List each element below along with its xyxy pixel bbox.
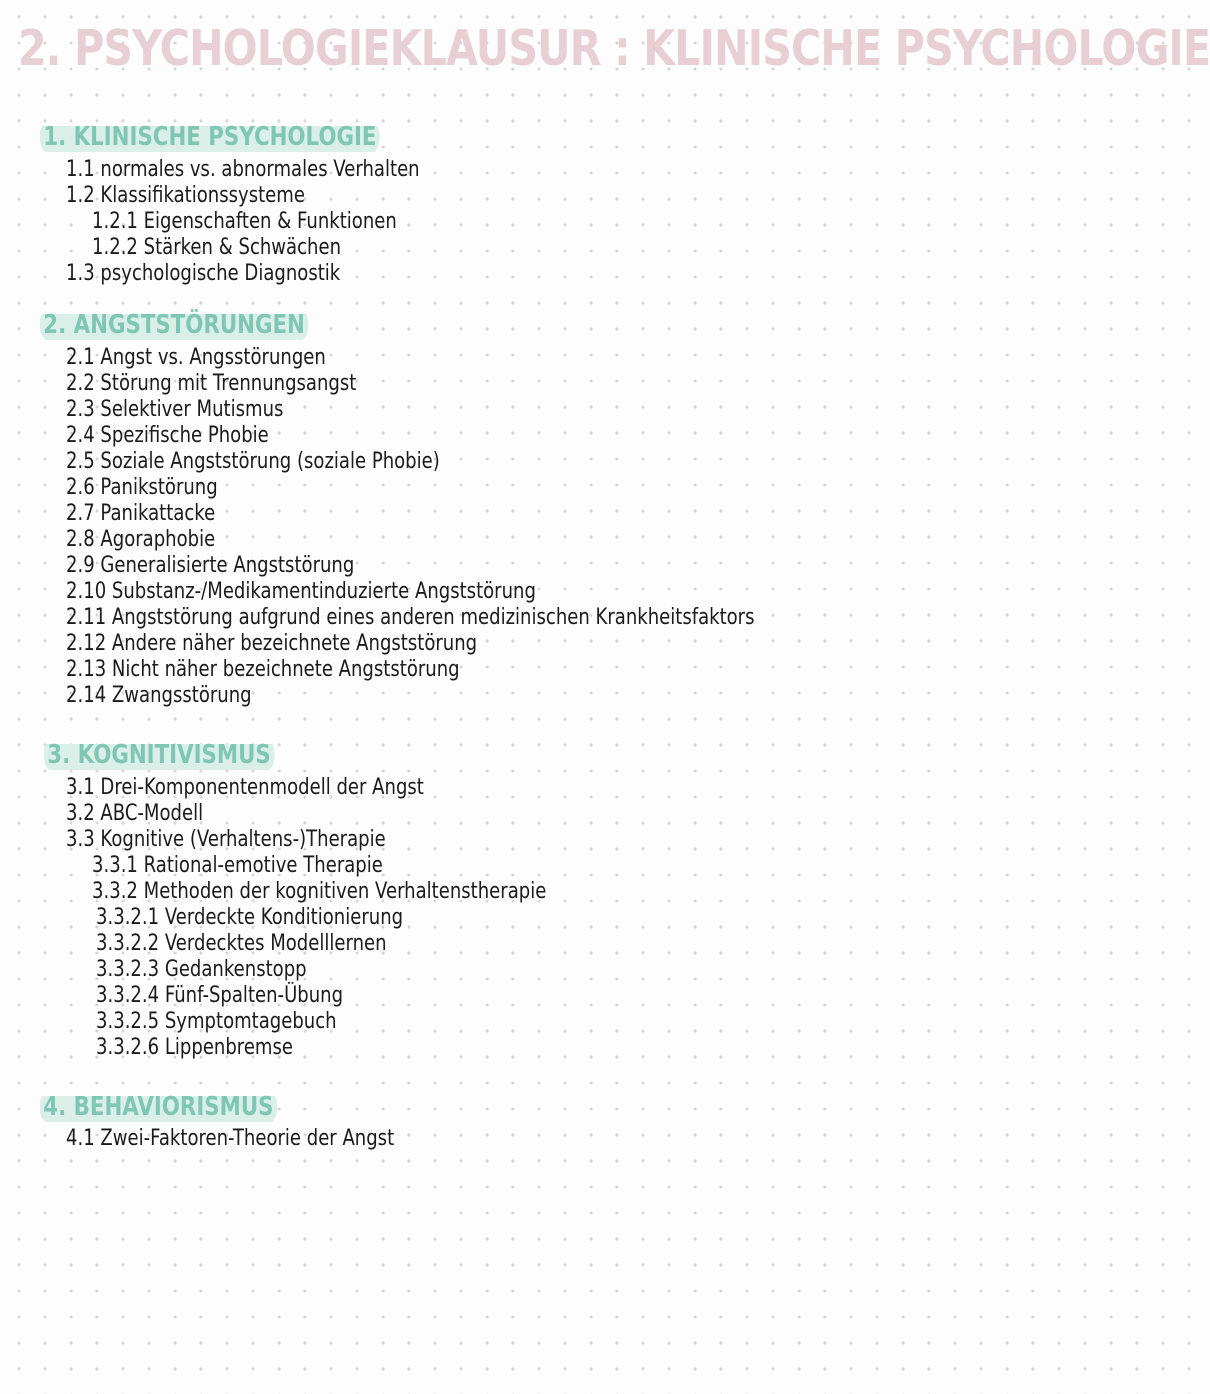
outline-item-1-2-1: 1.2.1 Eigenschaften & Funktionen	[92, 209, 397, 234]
outline-item-3-3-1: 3.3.1 Rational-emotive Therapie	[92, 853, 383, 878]
outline-item-3-3: 3.3 Kognitive (Verhaltens-)Therapie	[66, 827, 386, 852]
outline-item-3-3-2: 3.3.2 Methoden der kognitiven Verhaltenstherapie	[92, 879, 547, 904]
outline-item-2-6: 2.6 Panikstörung	[66, 475, 218, 500]
outline-item-2-2: 2.2 Störung mit Trennungsangst	[66, 371, 357, 396]
section-heading-behaviorismus: 4. BEHAVIORISMUS	[40, 1090, 277, 1124]
outline-item-2-12: 2.12 Andere näher bezeichnete Angststörung	[66, 631, 478, 656]
outline-item-2-11: 2.11 Angststörung aufgrund eines anderen medizinischen Krankheitsfaktors	[66, 605, 755, 630]
section-heading-angststoerungen: 2. ANGSTSTÖRUNGEN	[40, 308, 308, 342]
outline-item-3-3-2-1: 3.3.2.1 Verdeckte Konditionierung	[96, 905, 404, 930]
section-heading-kognitivismus: 3. KOGNITIVISMUS	[44, 738, 274, 772]
outline-item-3-3-2-6: 3.3.2.6 Lippenbremse	[96, 1035, 293, 1060]
outline-item-2-4: 2.4 Spezifische Phobie	[66, 423, 269, 448]
outline-item-2-8: 2.8 Agoraphobie	[66, 527, 216, 552]
outline-item-3-1: 3.1 Drei-Komponentenmodell der Angst	[66, 775, 424, 800]
outline-item-2-1: 2.1 Angst vs. Angsstörungen	[66, 345, 326, 370]
outline-item-3-3-2-3: 3.3.2.3 Gedankenstopp	[96, 957, 307, 982]
outline-item-2-10: 2.10 Substanz-/Medikamentinduzierte Angststörung	[66, 579, 536, 604]
outline-item-2-9: 2.9 Generalisierte Angststörung	[66, 553, 355, 578]
page-title: 2. PSYCHOLOGIEKLAUSUR : KLINISCHE PSYCHOLOGIE	[18, 20, 1210, 77]
outline-item-3-3-2-2: 3.3.2.2 Verdecktes Modelllernen	[96, 931, 387, 956]
outline-item-1-3: 1.3 psychologische Diagnostik	[66, 261, 341, 286]
outline-item-2-14: 2.14 Zwangsstörung	[66, 683, 252, 708]
outline-item-1-2: 1.2 Klassifikationssysteme	[66, 183, 305, 208]
outline-item-3-2: 3.2 ABC-Modell	[66, 801, 204, 826]
outline-item-2-5: 2.5 Soziale Angststörung (soziale Phobie)	[66, 449, 440, 474]
outline-item-2-13: 2.13 Nicht näher bezeichnete Angststörung	[66, 657, 460, 682]
outline-item-2-7: 2.7 Panikattacke	[66, 501, 216, 526]
outline-item-3-3-2-5: 3.3.2.5 Symptomtagebuch	[96, 1009, 337, 1034]
section-heading-klinische-psychologie: 1. KLINISCHE PSYCHOLOGIE	[40, 120, 380, 154]
outline-item-1-1: 1.1 normales vs. abnormales Verhalten	[66, 157, 420, 182]
outline-item-2-3: 2.3 Selektiver Mutismus	[66, 397, 284, 422]
outline-item-4-1: 4.1 Zwei-Faktoren-Theorie der Angst	[66, 1126, 395, 1151]
outline-item-3-3-2-4: 3.3.2.4 Fünf-Spalten-Übung	[96, 983, 344, 1008]
outline-item-1-2-2: 1.2.2 Stärken & Schwächen	[92, 235, 342, 260]
